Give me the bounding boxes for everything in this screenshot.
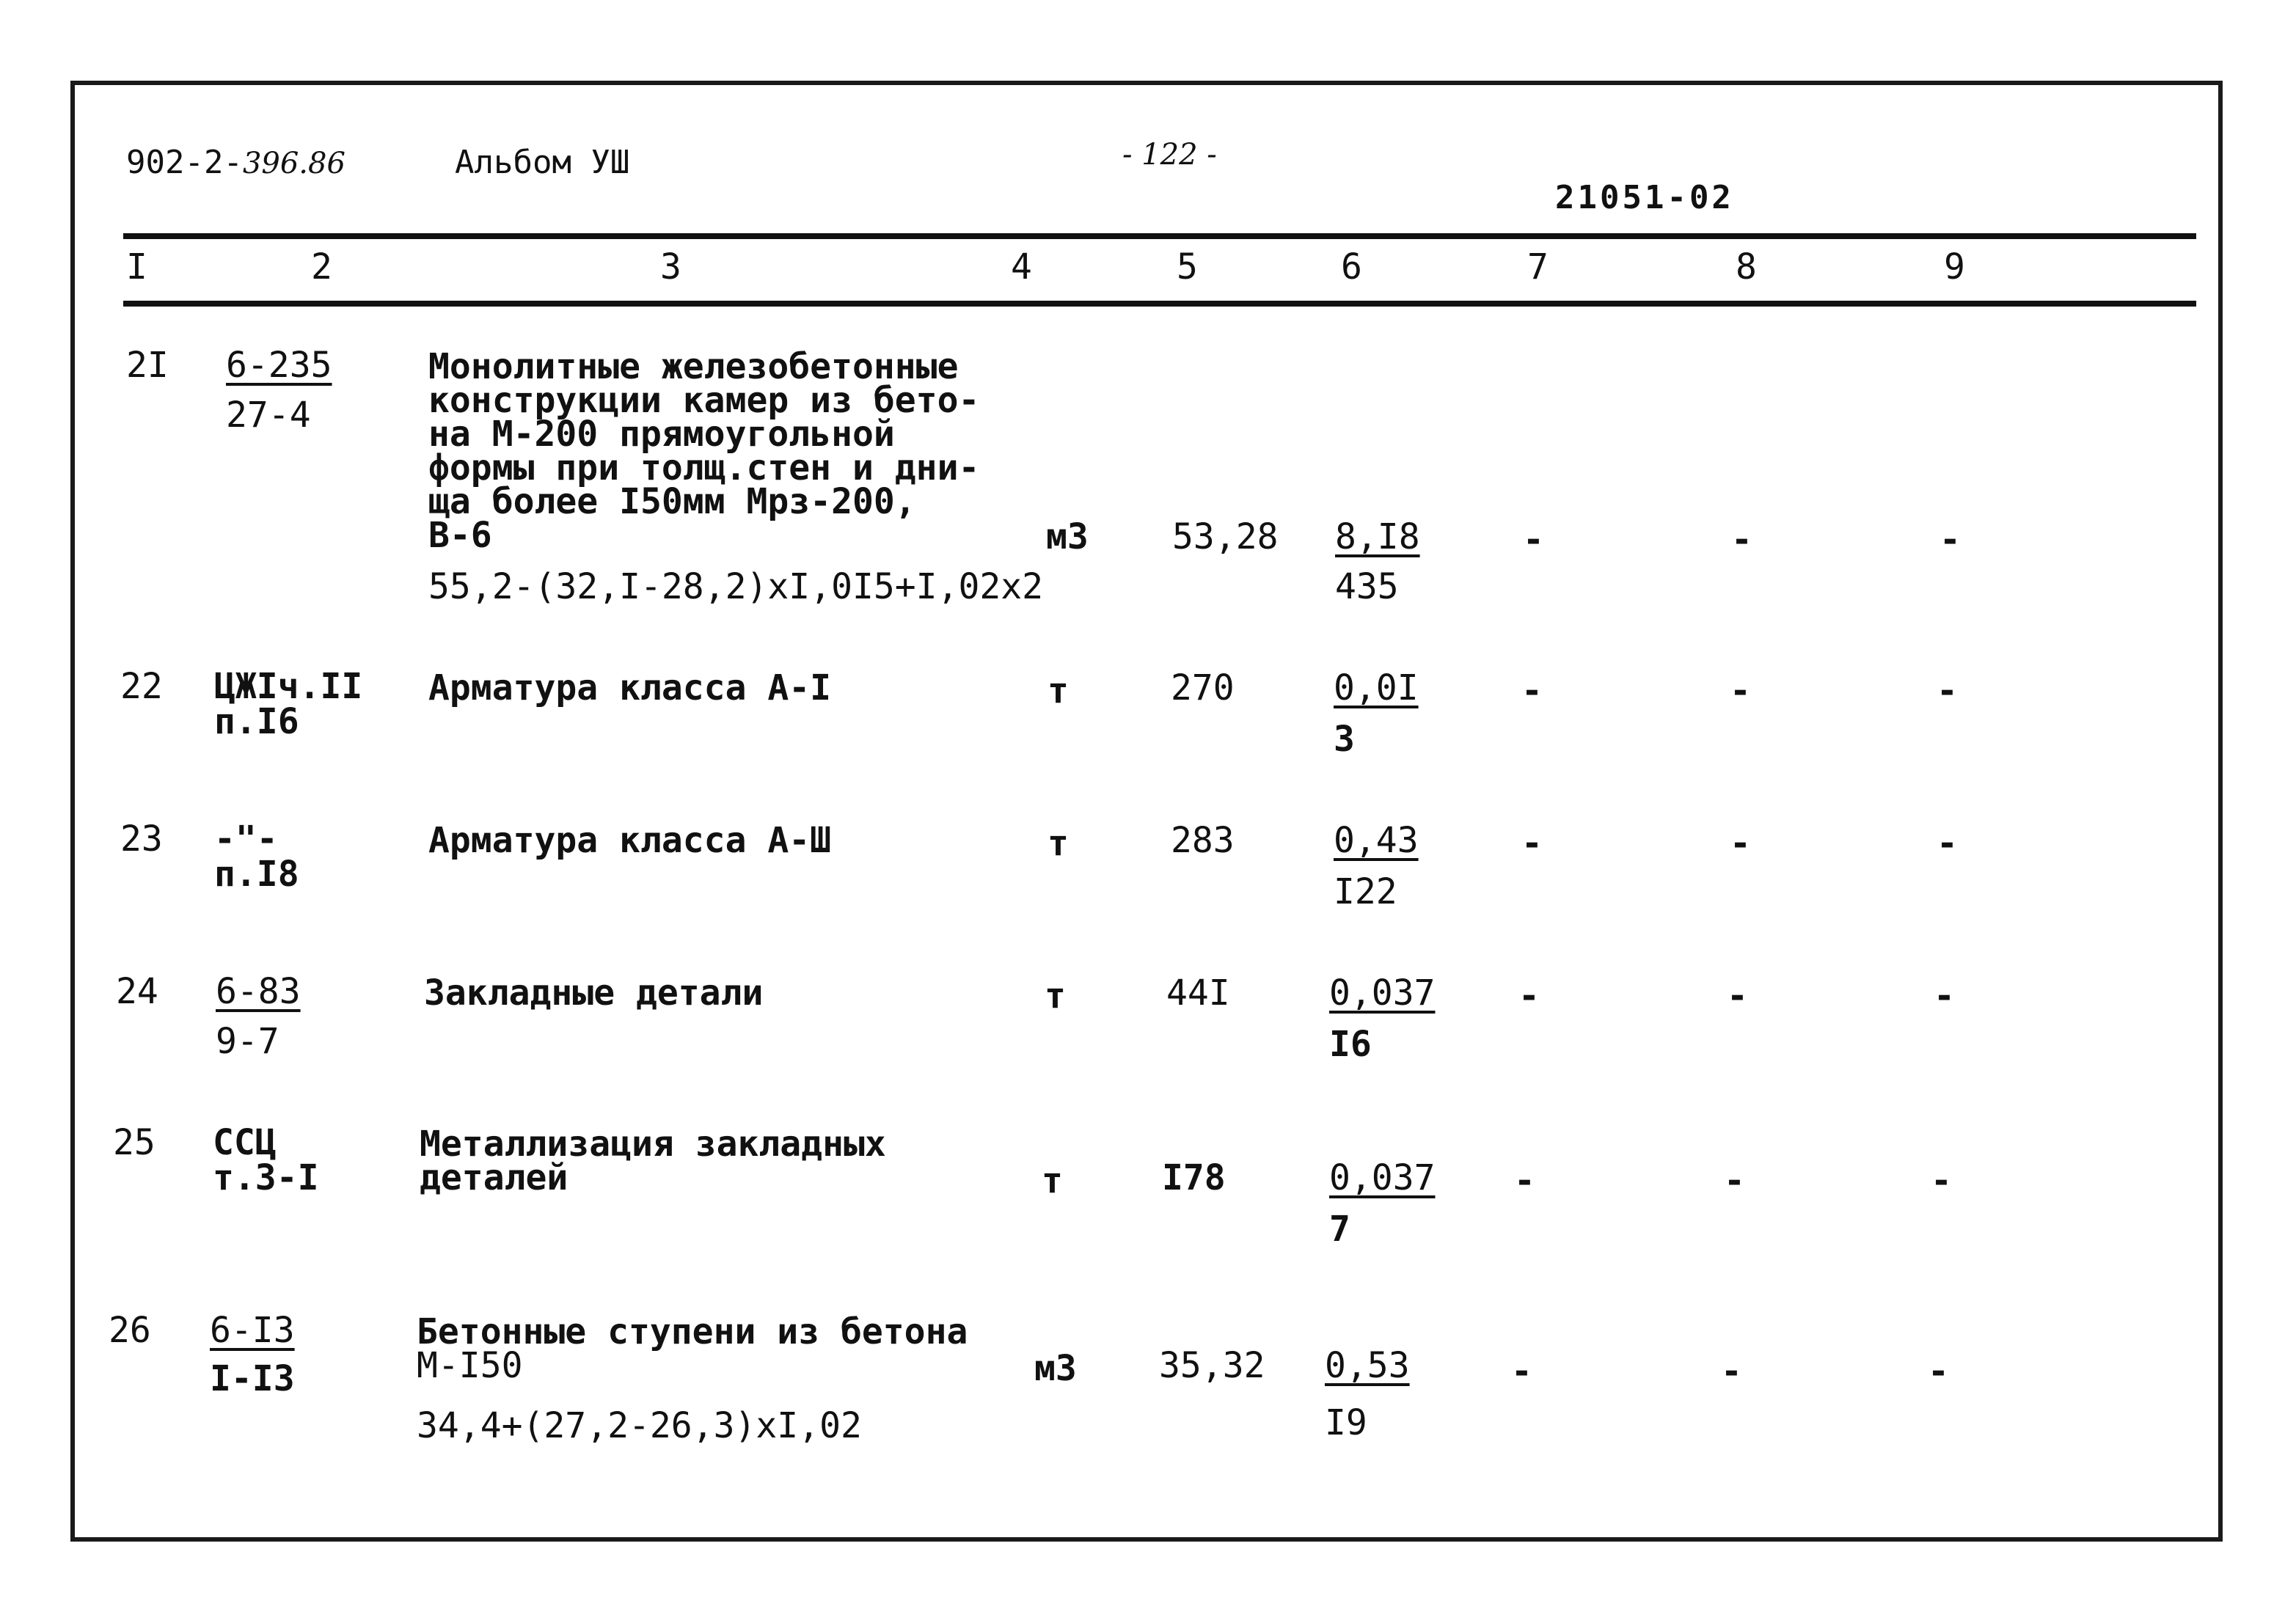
price: 283 [1171, 820, 1235, 861]
code-bottom: 9-7 [216, 1021, 279, 1062]
column-9-value: - [1931, 1160, 1952, 1201]
column-header-3: 3 [660, 246, 681, 287]
column-9-value: - [1937, 670, 1958, 711]
unit: т [1042, 1160, 1063, 1201]
quantity-top: 0,037 [1329, 972, 1436, 1014]
column-header-1: I [126, 246, 147, 287]
unit: м3 [1034, 1348, 1077, 1389]
description-line: Бетонные ступени из бетона [417, 1311, 968, 1352]
code-top: ЦЖIч.II [214, 666, 363, 707]
quantity-bottom: 3 [1334, 719, 1355, 760]
album-label: Альбом УШ [455, 144, 630, 181]
column-8-value: - [1731, 519, 1752, 560]
description-line: Монолитные железобетонные [428, 346, 959, 387]
quantity-bottom: I22 [1334, 871, 1397, 912]
description-line: конструкции камер из бето- [428, 380, 980, 421]
column-8-value: - [1730, 670, 1751, 711]
column-header-2: 2 [311, 246, 332, 287]
document-stamp: 21051-02 [1555, 179, 1734, 216]
quantity-top: 0,037 [1329, 1157, 1436, 1198]
column-9-value: - [1928, 1351, 1949, 1392]
column-9-value: - [1937, 823, 1958, 864]
column-header-9: 9 [1944, 246, 1965, 287]
description-line: на М-200 прямоугольной [428, 414, 895, 455]
description-line: В-6 [428, 515, 492, 556]
column-7-value: - [1514, 1160, 1535, 1201]
quantity-top: 0,53 [1325, 1345, 1410, 1386]
description-line: деталей [420, 1157, 568, 1198]
column-7-value: - [1518, 975, 1540, 1016]
column-header-8: 8 [1736, 246, 1757, 287]
column-header-6: 6 [1341, 246, 1362, 287]
code-bottom: I-I3 [210, 1358, 295, 1399]
code-top: -"- [214, 818, 278, 860]
header-rule-bottom [123, 301, 2196, 307]
column-9-value: - [1939, 519, 1961, 560]
document-code [126, 144, 346, 181]
row-number: 26 [109, 1310, 151, 1351]
page-number: - 122 - [1122, 138, 1217, 172]
column-7-value: - [1521, 823, 1543, 864]
unit: т [1048, 670, 1069, 711]
column-8-value: - [1721, 1351, 1742, 1392]
column-7-value: - [1523, 519, 1544, 560]
code-top: 6-I3 [210, 1310, 295, 1351]
code-bottom: п.I8 [214, 854, 299, 895]
quantity-top: 8,I8 [1335, 516, 1420, 557]
page-border [70, 81, 2223, 1542]
row-number: 2I [126, 345, 169, 386]
column-8-value: - [1727, 975, 1748, 1016]
quantity-bottom: I9 [1325, 1402, 1367, 1443]
row-number: 22 [120, 666, 163, 707]
description-line: Закладные детали [424, 972, 764, 1014]
document-code-handwritten: 396.86 [242, 147, 346, 180]
quantity-top: 0,0I [1334, 667, 1419, 708]
column-header-5: 5 [1177, 246, 1198, 287]
code-bottom: п.I6 [214, 701, 299, 742]
formula: 55,2-(32,I-28,2)xI,0I5+I,02x2 [428, 566, 1044, 607]
price: 44I [1166, 972, 1230, 1014]
code-bottom: 27-4 [226, 395, 311, 436]
quantity-bottom: I6 [1329, 1024, 1372, 1065]
code-top: ССЦ [213, 1122, 277, 1163]
column-9-value: - [1934, 975, 1955, 1016]
price: I78 [1162, 1157, 1226, 1198]
column-7-value: - [1521, 670, 1543, 711]
description-line: Металлизация закладных [420, 1124, 886, 1165]
description-line: Арматура класса А-Ш [428, 820, 832, 861]
price: 270 [1171, 667, 1235, 708]
price: 35,32 [1159, 1345, 1265, 1386]
column-8-value: - [1724, 1160, 1745, 1201]
description-line: Арматура класса А-I [428, 667, 832, 708]
description-line: формы при толщ.стен и дни- [428, 447, 980, 488]
header-rule-top [123, 233, 2196, 239]
column-8-value: - [1730, 823, 1751, 864]
code-top: 6-83 [216, 971, 301, 1012]
unit: т [1045, 975, 1066, 1016]
quantity-top: 0,43 [1334, 820, 1419, 861]
code-bottom: т.3-I [213, 1157, 319, 1198]
column-7-value: - [1511, 1351, 1532, 1392]
column-header-7: 7 [1527, 246, 1549, 287]
column-header-4: 4 [1011, 246, 1032, 287]
description-line: ща более I50мм Мрз-200, [428, 481, 916, 522]
row-number: 25 [113, 1122, 156, 1163]
description-line: М-I50 [417, 1345, 523, 1386]
unit: т [1048, 823, 1069, 864]
unit: м3 [1046, 516, 1089, 557]
code-top: 6-235 [226, 345, 332, 386]
formula: 34,4+(27,2-26,3)xI,02 [417, 1405, 862, 1446]
quantity-bottom: 7 [1329, 1209, 1350, 1250]
document-code-printed: 902-2- [126, 144, 243, 181]
row-number: 23 [120, 818, 163, 860]
quantity-bottom: 435 [1335, 566, 1399, 607]
row-number: 24 [116, 971, 158, 1012]
price: 53,28 [1172, 516, 1279, 557]
